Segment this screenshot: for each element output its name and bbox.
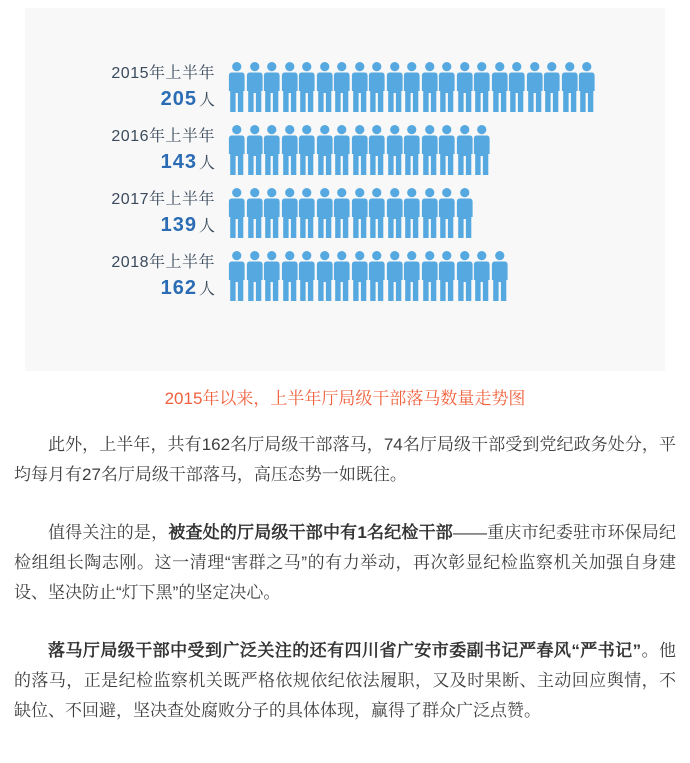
person-icon xyxy=(263,251,281,301)
person-icon xyxy=(351,125,369,175)
person-icon xyxy=(298,251,316,301)
chart-value: 205 xyxy=(160,87,197,110)
chart-row xyxy=(25,125,665,175)
chart-value-unit: 人 xyxy=(198,280,215,298)
person-icon xyxy=(316,188,334,238)
person-icon xyxy=(456,188,474,238)
person-icon xyxy=(368,62,386,112)
person-icon xyxy=(543,62,561,112)
person-icon xyxy=(298,188,316,238)
person-icon xyxy=(578,62,596,112)
chart-value-unit: 人 xyxy=(198,91,215,109)
person-icon xyxy=(228,188,246,238)
person-icon xyxy=(386,125,404,175)
chart-row-label xyxy=(25,129,228,172)
person-icon xyxy=(561,62,579,112)
person-icon xyxy=(333,125,351,175)
person-icon xyxy=(526,62,544,112)
person-icon xyxy=(316,251,334,301)
person-icon xyxy=(473,125,491,175)
person-icon xyxy=(281,125,299,175)
text-run: 此外，上半年，共有162名厅局级干部落马，74名厅局级干部受到党纪政务处分，平均每月有27名厅局级干部落马，高压态势一如既往。 xyxy=(14,435,676,484)
person-icon xyxy=(403,62,421,112)
chart-value-unit: 人 xyxy=(198,154,215,172)
chart-row xyxy=(25,188,665,238)
pictogram-chart xyxy=(25,62,665,314)
icon-strip xyxy=(228,62,596,112)
person-icon xyxy=(386,188,404,238)
chart-row-label xyxy=(25,255,228,298)
person-icon xyxy=(508,62,526,112)
chart-year-label: 2016年上半年 xyxy=(111,127,215,145)
article-paragraph xyxy=(14,636,676,726)
article-paragraph xyxy=(14,518,676,608)
person-icon xyxy=(316,125,334,175)
article-paragraph xyxy=(14,430,676,490)
chart-panel xyxy=(25,8,665,371)
chart-year-label: 2017年上半年 xyxy=(111,190,215,208)
person-icon xyxy=(263,62,281,112)
person-icon xyxy=(333,188,351,238)
person-icon xyxy=(473,251,491,301)
text-run: 。他的落马，正是纪检监察机关既严格依规依纪依法履职，又及时果断、主动回应舆情，不缺位、不回避，坚决查处腐败分子的具体体现，赢得了群众广泛点赞。 xyxy=(14,641,677,720)
person-icon xyxy=(246,188,264,238)
chart-value: 162 xyxy=(160,276,197,299)
person-icon xyxy=(263,125,281,175)
person-icon xyxy=(351,251,369,301)
person-icon xyxy=(281,188,299,238)
icon-strip xyxy=(228,188,473,238)
person-icon xyxy=(281,62,299,112)
icon-strip xyxy=(228,251,508,301)
person-icon xyxy=(368,251,386,301)
person-icon xyxy=(456,62,474,112)
person-icon xyxy=(263,188,281,238)
person-icon xyxy=(333,62,351,112)
person-icon xyxy=(421,188,439,238)
person-icon xyxy=(246,125,264,175)
chart-row xyxy=(25,251,665,301)
person-icon xyxy=(421,125,439,175)
person-icon xyxy=(438,62,456,112)
person-icon xyxy=(281,251,299,301)
person-icon xyxy=(228,125,246,175)
article xyxy=(14,430,676,754)
person-icon xyxy=(246,62,264,112)
person-icon xyxy=(473,62,491,112)
person-icon xyxy=(421,251,439,301)
person-icon xyxy=(438,251,456,301)
person-icon xyxy=(456,125,474,175)
person-icon xyxy=(403,125,421,175)
person-icon xyxy=(246,251,264,301)
chart-value: 139 xyxy=(160,213,197,236)
person-icon xyxy=(298,125,316,175)
person-icon xyxy=(491,62,509,112)
person-icon xyxy=(228,251,246,301)
person-icon xyxy=(438,188,456,238)
person-icon xyxy=(368,188,386,238)
person-icon xyxy=(298,62,316,112)
person-icon xyxy=(438,125,456,175)
person-icon xyxy=(403,251,421,301)
chart-caption: 2015年以来，上半年厅局级干部落马数量走势图 xyxy=(164,389,526,408)
chart-row xyxy=(25,62,665,112)
person-icon xyxy=(491,251,509,301)
person-icon xyxy=(316,62,334,112)
person-icon xyxy=(456,251,474,301)
bold-text-run: 落马厅局级干部中受到广泛关注的还有四川省广安市委副书记严春风“严书记” xyxy=(48,641,642,660)
chart-value: 143 xyxy=(160,150,197,173)
person-icon xyxy=(403,188,421,238)
person-icon xyxy=(421,62,439,112)
text-run: ——重庆市纪委驻市环保局纪检组组长陶志刚。这一清理“害群之马”的有力举动，再次彰显纪检监察机关加强自身建设、坚决防止“灯下黑”的坚定决心。 xyxy=(14,523,677,602)
chart-row-label xyxy=(25,66,228,109)
text-run: 值得关注的是， xyxy=(48,523,169,542)
person-icon xyxy=(368,125,386,175)
icon-strip xyxy=(228,125,491,175)
person-icon xyxy=(386,62,404,112)
chart-year-label: 2018年上半年 xyxy=(111,253,215,271)
person-icon xyxy=(333,251,351,301)
chart-year-label: 2015年上半年 xyxy=(111,64,215,82)
person-icon xyxy=(351,188,369,238)
bold-text-run: 被查处的厅局级干部中有1名纪检干部 xyxy=(168,523,453,542)
chart-row-label xyxy=(25,192,228,235)
person-icon xyxy=(228,62,246,112)
person-icon xyxy=(386,251,404,301)
person-icon xyxy=(351,62,369,112)
chart-value-unit: 人 xyxy=(198,217,215,235)
